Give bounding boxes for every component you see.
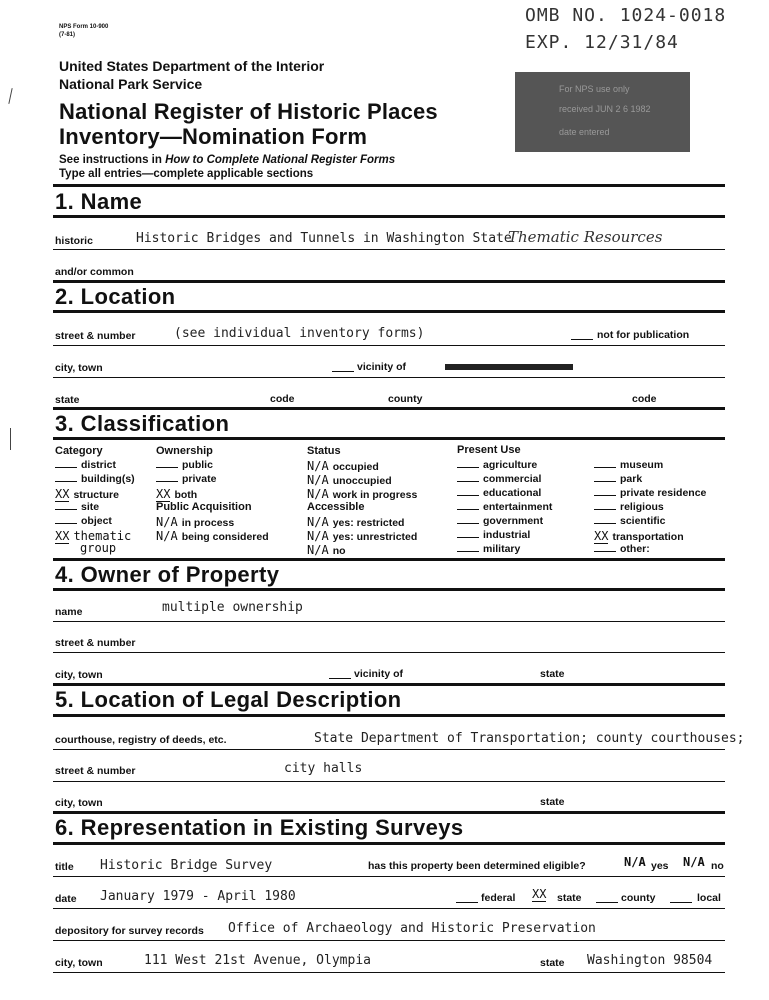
- use-commercial[interactable]: [457, 473, 541, 485]
- instructions-title: How to Complete National Register Forms: [165, 154, 396, 166]
- stamp-line2: received JUN 2 6 1982: [559, 104, 651, 114]
- option-label: museum: [620, 459, 664, 471]
- option-label: object: [81, 515, 112, 527]
- checkbox-blank: [457, 473, 479, 482]
- code-label: code: [270, 393, 295, 405]
- option-label: thematic: [73, 529, 132, 543]
- section-rule: [53, 842, 725, 845]
- checkbox-line: [670, 902, 692, 903]
- instructions-line2: Type all entries—complete applicable sections: [59, 168, 314, 180]
- use-industrial[interactable]: [457, 529, 530, 541]
- historic-label: historic: [55, 235, 93, 247]
- checkbox-blank: [55, 459, 77, 468]
- use-museum[interactable]: [594, 459, 663, 471]
- checkbox-blank: [594, 515, 616, 524]
- checkbox-line: [332, 371, 354, 372]
- field-line: [53, 249, 725, 250]
- checkbox-mark: XX: [594, 529, 609, 543]
- option-label: work in progress: [332, 489, 418, 501]
- checkbox-mark: XX: [55, 529, 70, 543]
- category-group: [80, 541, 116, 555]
- instructions: [59, 154, 395, 166]
- street-value[interactable]: (see individual inventory forms): [174, 326, 425, 341]
- status-occupied[interactable]: [307, 459, 379, 473]
- checkbox-blank: [457, 515, 479, 524]
- accessible-restricted[interactable]: [307, 515, 404, 529]
- code2-label: code: [632, 393, 657, 405]
- use-military[interactable]: [457, 543, 520, 555]
- field-line: [53, 749, 725, 750]
- use-park[interactable]: [594, 473, 642, 485]
- option-label: park: [620, 473, 643, 485]
- county-label: county: [388, 393, 423, 405]
- use-transportation[interactable]: [594, 529, 684, 543]
- checkbox-blank: [156, 473, 178, 482]
- category-site[interactable]: [55, 501, 99, 513]
- checkbox-blank: [457, 487, 479, 496]
- section-rule: [53, 310, 725, 313]
- checkbox-blank: [457, 459, 479, 468]
- option-label: scientific: [620, 515, 666, 527]
- field-line: [53, 876, 725, 877]
- form-revision: (7-81): [59, 32, 76, 38]
- omb-expiration: EXP. 12/31/84: [525, 32, 679, 53]
- section-rule: [53, 558, 725, 561]
- courthouse-value[interactable]: State Department of Transportation; county courthouses;: [314, 731, 745, 746]
- present-use-heading: Present Use: [457, 444, 521, 456]
- ownership-heading: Ownership: [156, 445, 213, 457]
- section-2-heading: 2. Location: [55, 284, 176, 309]
- option-label: both: [174, 489, 198, 501]
- status-unoccupied[interactable]: [307, 473, 392, 487]
- category-heading: Category: [55, 445, 103, 457]
- option-label: religious: [620, 501, 664, 513]
- checkbox-mark: N/A: [307, 543, 329, 557]
- checkbox-mark: N/A: [307, 515, 329, 529]
- depository-state-label: state: [540, 957, 565, 969]
- checkbox-blank: [594, 473, 616, 482]
- common-label: and/or common: [55, 266, 134, 278]
- checkbox-line: [456, 902, 478, 903]
- acquisition-being-considered[interactable]: [156, 529, 269, 543]
- service: National Park Service: [59, 76, 203, 92]
- option-label: transportation: [612, 531, 684, 543]
- section-6-heading: 6. Representation in Existing Surveys: [55, 815, 464, 840]
- owner-vicinity-label: vicinity of: [354, 668, 404, 680]
- eligible-no-mark[interactable]: N/A: [683, 855, 705, 869]
- use-educational[interactable]: [457, 487, 541, 499]
- use-government[interactable]: [457, 515, 543, 527]
- eligible-yes-mark[interactable]: N/A: [624, 855, 646, 869]
- checkbox-blank: [594, 501, 616, 510]
- option-label: no: [332, 545, 346, 557]
- acquisition-in-process[interactable]: [156, 515, 234, 529]
- checkbox-mark: XX: [156, 487, 171, 501]
- owner-state-label: state: [540, 668, 565, 680]
- use-religious[interactable]: [594, 501, 664, 513]
- street-label: street & number: [55, 330, 136, 342]
- checkbox-blank: [55, 515, 77, 524]
- not-for-publication: not for publication: [597, 329, 690, 341]
- local-survey-label: local: [697, 892, 721, 904]
- instructions-pre: See instructions in: [59, 154, 166, 166]
- eligible-yes-label: yes: [651, 860, 669, 872]
- city-label: city, town: [55, 362, 103, 374]
- checkbox-blank: [594, 543, 616, 552]
- field-line: [53, 972, 725, 973]
- acquisition-heading: Public Acquisition: [156, 501, 252, 513]
- option-label: military: [483, 543, 521, 555]
- category-object[interactable]: [55, 515, 112, 527]
- checkbox-mark: N/A: [307, 529, 329, 543]
- accessible-no[interactable]: [307, 543, 346, 557]
- option-label: private residence: [620, 487, 707, 499]
- legal-street-value[interactable]: city halls: [284, 761, 363, 776]
- checkbox-mark: N/A: [156, 529, 178, 543]
- survey-date-value[interactable]: January 1979 - April 1980: [100, 889, 296, 904]
- legal-street-label: street & number: [55, 765, 136, 777]
- option-label: unoccupied: [332, 475, 392, 487]
- option-label: entertainment: [483, 501, 553, 513]
- option-label: site: [81, 501, 100, 513]
- status-heading: Status: [307, 445, 341, 457]
- vicinity-label: vicinity of: [357, 361, 407, 373]
- section-rule: [53, 683, 725, 686]
- eligible-question: has this property been determined eligible?: [368, 860, 586, 872]
- use-entertainment[interactable]: [457, 501, 552, 513]
- use-private-residence[interactable]: [594, 487, 706, 499]
- use-scientific[interactable]: [594, 515, 666, 527]
- ownership-both[interactable]: [156, 487, 197, 501]
- section-rule: [53, 714, 725, 717]
- use-other[interactable]: [594, 543, 650, 555]
- courthouse-label: courthouse, registry of deeds, etc.: [55, 734, 227, 746]
- accessible-heading: Accessible: [307, 501, 365, 513]
- section-rule: [53, 215, 725, 218]
- depository-city-value[interactable]: 111 West 21st Avenue, Olympia: [144, 953, 371, 968]
- checkbox-blank: [457, 501, 479, 510]
- checkbox-mark: N/A: [307, 487, 329, 501]
- option-label: public: [182, 459, 213, 471]
- ownership-private[interactable]: [156, 473, 216, 485]
- option-label: group: [80, 541, 117, 555]
- state-survey-label: state: [557, 892, 582, 904]
- margin-mark: [10, 428, 11, 450]
- use-agriculture[interactable]: [457, 459, 537, 471]
- stamp-line3: date entered: [559, 127, 610, 137]
- state-label: state: [55, 394, 80, 406]
- ownership-public[interactable]: [156, 459, 213, 471]
- field-line: [53, 377, 725, 378]
- option-label: industrial: [483, 529, 531, 541]
- option-label: private: [182, 473, 217, 485]
- section-rule: [53, 437, 725, 440]
- field-line: [53, 908, 725, 909]
- depository-value[interactable]: Office of Archaeology and Historic Preservation: [228, 921, 596, 936]
- eligible-no-label: no: [711, 860, 724, 872]
- checkbox-blank: [55, 473, 77, 482]
- nps-use-stamp: [515, 72, 690, 152]
- depository-label: depository for survey records: [55, 925, 204, 937]
- option-label: occupied: [332, 461, 379, 473]
- owner-name-label: name: [55, 606, 83, 618]
- form-number: NPS Form 10-900: [59, 24, 109, 30]
- depository-state-value[interactable]: Washington 98504: [587, 953, 713, 968]
- omb-number: OMB NO. 1024-0018: [525, 5, 727, 26]
- section-rule: [53, 184, 725, 187]
- section-4-heading: 4. Owner of Property: [55, 562, 280, 587]
- status-work-in-progress[interactable]: [307, 487, 417, 501]
- checkbox-mark: N/A: [307, 459, 329, 473]
- legal-state-label: state: [540, 796, 565, 808]
- category-district[interactable]: [55, 459, 116, 471]
- survey-date-label: date: [55, 893, 77, 905]
- redaction-mark: [445, 364, 573, 370]
- option-label: educational: [483, 487, 542, 499]
- option-label: commercial: [483, 473, 542, 485]
- legal-city-label: city, town: [55, 797, 103, 809]
- option-label: in process: [181, 517, 235, 529]
- option-label: district: [81, 459, 117, 471]
- checkbox-blank: [55, 501, 77, 510]
- checkbox-line: [329, 678, 351, 679]
- owner-street-label: street & number: [55, 637, 136, 649]
- survey-title-value[interactable]: Historic Bridge Survey: [100, 858, 273, 873]
- checkbox-blank: [594, 459, 616, 468]
- section-rule: [53, 588, 725, 591]
- field-line: [53, 940, 725, 941]
- county-survey-label: county: [621, 892, 656, 904]
- owner-city-label: city, town: [55, 669, 103, 681]
- section-5-heading: 5. Location of Legal Description: [55, 687, 402, 712]
- state-survey-mark[interactable]: XX: [532, 887, 547, 901]
- option-label: structure: [73, 489, 119, 501]
- option-label: agriculture: [483, 459, 538, 471]
- checkbox-line: [571, 339, 593, 340]
- checkbox-blank: [457, 529, 479, 538]
- form-title-line1: National Register of Historic Places: [59, 99, 438, 124]
- depository-city-label: city, town: [55, 957, 103, 969]
- option-label: building(s): [81, 473, 135, 485]
- checkbox-mark: XX: [55, 487, 70, 501]
- section-rule: [53, 811, 725, 814]
- survey-title-label: title: [55, 861, 74, 873]
- accessible-unrestricted[interactable]: [307, 529, 417, 543]
- section-1-heading: 1. Name: [55, 189, 143, 214]
- checkbox-mark: N/A: [156, 515, 178, 529]
- field-line: [53, 345, 725, 346]
- federal-label: federal: [481, 892, 516, 904]
- checkbox-line: [596, 902, 618, 903]
- checkbox-blank: [457, 543, 479, 552]
- category-buildings[interactable]: [55, 473, 135, 485]
- field-line: [53, 781, 725, 782]
- option-label: yes: unrestricted: [332, 531, 418, 543]
- historic-value[interactable]: Historic Bridges and Tunnels in Washington State: [136, 231, 512, 246]
- field-line: [53, 621, 725, 622]
- category-structure[interactable]: [55, 487, 119, 501]
- field-line: [53, 652, 725, 653]
- form-title-line2: Inventory—Nomination Form: [59, 124, 368, 149]
- option-label: yes: restricted: [332, 517, 405, 529]
- margin-mark: [8, 88, 12, 104]
- option-label: being considered: [181, 531, 269, 543]
- stamp-line1: For NPS use only: [559, 84, 630, 94]
- checkbox-mark: N/A: [307, 473, 329, 487]
- section-3-heading: 3. Classification: [55, 411, 230, 436]
- checkbox-blank: [594, 487, 616, 496]
- section-rule: [53, 407, 725, 410]
- section-rule: [53, 280, 725, 283]
- owner-name-value[interactable]: multiple ownership: [162, 600, 303, 615]
- option-label: government: [483, 515, 544, 527]
- historic-handwritten: Thematic Resources: [508, 228, 663, 246]
- department: United States Department of the Interior: [59, 58, 325, 74]
- option-label: other:: [620, 543, 650, 555]
- checkbox-blank: [156, 459, 178, 468]
